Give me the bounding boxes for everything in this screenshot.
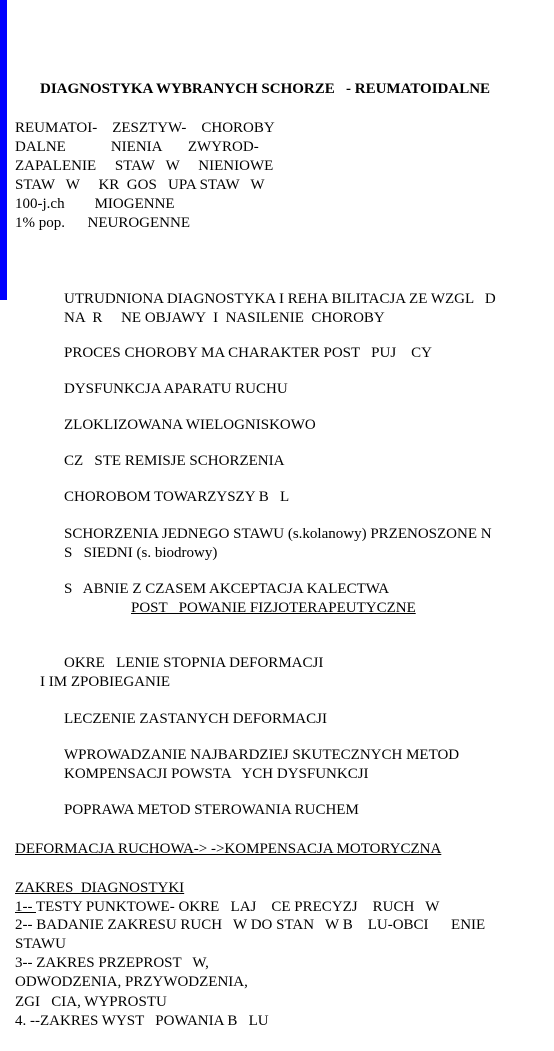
scope-item: 2-- BADANIE ZAKRESU RUCH W DO STAN W B LU-OBCI ENIE xyxy=(15,917,486,933)
page-title: DIAGNOSTYKA WYBRANYCH SCHORZE - REUMATOIDALNE xyxy=(40,81,491,97)
feature-item: DYSFUNKCJA APARATU RUCHU xyxy=(64,381,288,397)
feature-item: CHOROBOM TOWARZYSZY B L xyxy=(64,489,290,505)
procedure-item: POPRAWA METOD STEROWANIA RUCHEM xyxy=(64,802,359,818)
scope-item: ODWODZENIA, PRZYWODZENIA, xyxy=(15,974,248,990)
scope-item: ZGI CIA, WYPROSTU xyxy=(15,994,167,1010)
category-line: DALNE NIENIA ZWYROD- xyxy=(15,139,259,155)
procedure-heading: POST POWANIE FIZJOTERAPEUTYCZNE xyxy=(131,600,416,616)
category-line: 100-j.ch MIOGENNE xyxy=(15,196,175,212)
procedure-item: OKRE LENIE STOPNIA DEFORMACJI xyxy=(64,655,324,671)
scope-heading: ZAKRES DIAGNOSTYKI xyxy=(15,880,185,896)
deformation-compensation-line: DEFORMACJA RUCHOWA-> ->KOMPENSACJA MOTORYCZNA xyxy=(15,841,442,857)
feature-item: NA R NE OBJAWY I NASILENIE CHOROBY xyxy=(64,310,385,326)
feature-item: ZLOKLIZOWANA WIELOGNISKOWO xyxy=(64,417,316,433)
feature-item: S ABNIE Z CZASEM AKCEPTACJA KALECTWA xyxy=(64,581,390,597)
feature-item: SCHORZENIA JEDNEGO STAWU (s.kolanowy) PRZENOSZONE N xyxy=(64,526,492,542)
scope-item xyxy=(15,898,439,917)
scope-item: 3-- ZAKRES PRZEPROST W, xyxy=(15,955,209,971)
scope-item: 4. --ZAKRES WYST POWANIA B LU xyxy=(15,1013,269,1029)
category-line: REUMATOI- ZESZTYW- CHOROBY xyxy=(15,120,275,136)
scope-item-text: TESTY PUNKTOWE- OKRE LAJ CE PRECYZJ RUCH W xyxy=(35,899,440,915)
category-line: 1% pop. NEUROGENNE xyxy=(15,215,190,231)
procedure-item: KOMPENSACJI POWSTA YCH DYSFUNKCJI xyxy=(64,766,369,782)
feature-item: PROCES CHOROBY MA CHARAKTER POST PUJ CY xyxy=(64,345,432,361)
feature-item: CZ STE REMISJE SCHORZENIA xyxy=(64,453,285,469)
left-accent-bar xyxy=(0,0,7,300)
category-line: STAW W KR GOS UPA STAW W xyxy=(15,177,265,193)
feature-item: S SIEDNI (s. biodrowy) xyxy=(64,545,218,561)
feature-item: UTRUDNIONA DIAGNOSTYKA I REHA BILITACJA ZE WZGL D xyxy=(64,291,496,307)
category-line: ZAPALENIE STAW W NIENIOWE xyxy=(15,158,274,174)
procedure-item: LECZENIE ZASTANYCH DEFORMACJI xyxy=(64,711,327,727)
scope-item: STAWU xyxy=(15,936,66,952)
procedure-item: I IM ZPOBIEGANIE xyxy=(40,674,170,690)
scope-item-number: 1-- xyxy=(15,899,36,915)
procedure-item: WPROWADZANIE NAJBARDZIEJ SKUTECZNYCH METOD xyxy=(64,747,460,763)
